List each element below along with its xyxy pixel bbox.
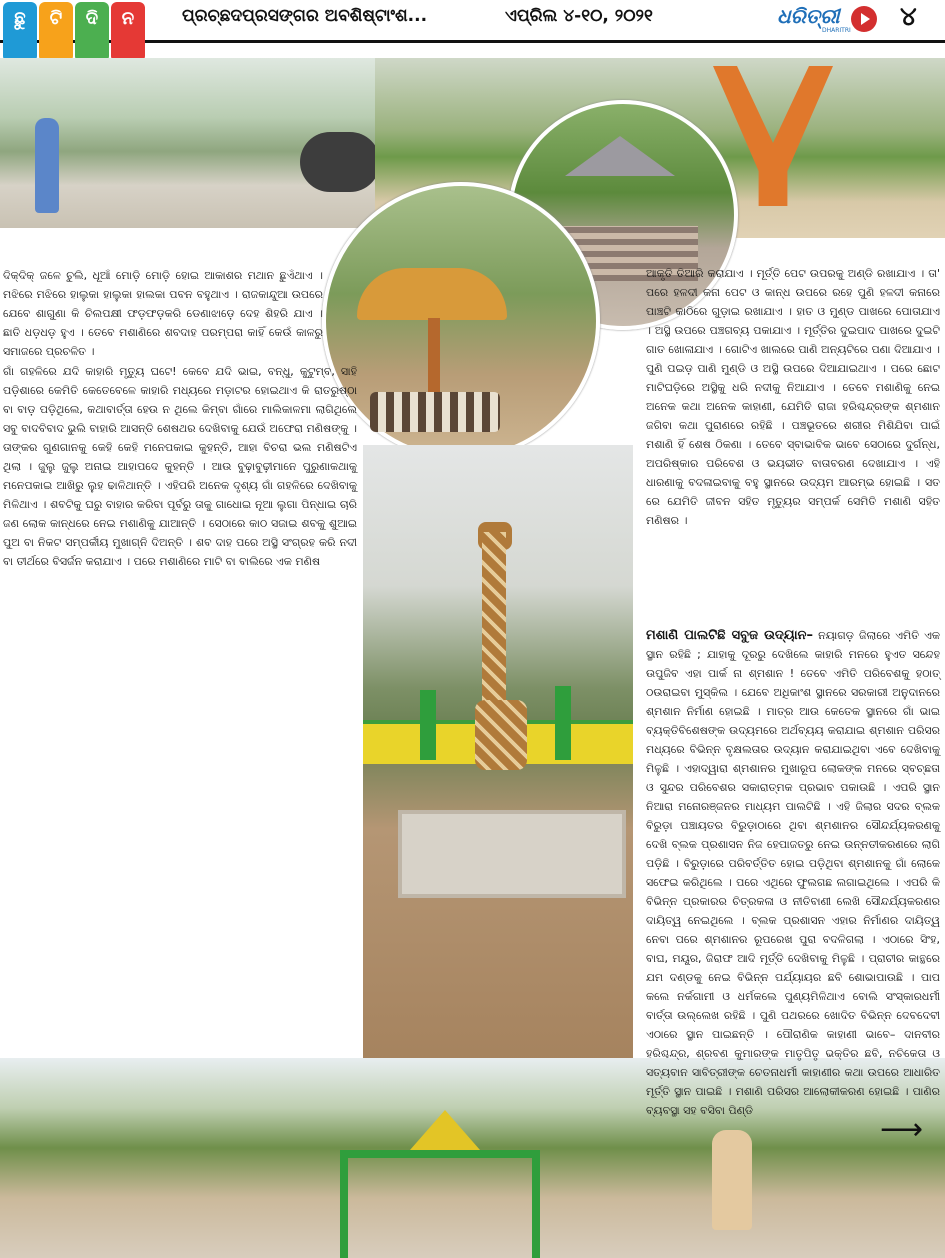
section-title: ପ୍ରଚ୍ଛଦପ୍ରସଙ୍ଗର ଅବଶିଷ୍ଟାଂଶ... [182, 6, 428, 26]
page-header [0, 0, 945, 43]
giraffe-body [475, 700, 527, 770]
section-brand [3, 2, 145, 62]
brand-letter: ଛୁ [3, 2, 37, 62]
play-icon [851, 6, 877, 32]
article-body-col2: ଆକୃତି ତିଆରି କରାଯାଏ । ମୂର୍ତ୍ତି ପେଟ ଉପରକୁ ଅଣ୍ଡି ରଖାଯାଏ । ତା' ପରେ ହଳଦୀ କନା ପେଟ ଓ କାନ୍ଧ ଉପରେ ରହେ ପୁଣି ହଳଦୀ କନାରେ ପାଞ୍ଚଟି କାଠିରେ ଗୁଡ଼ାଇ ରଖାଯାଏ । ହାତ ଓ ମୁଣ୍ଡ ପାଖରେ ପୋତାଯାଏ । ଅସ୍ଥି ଉପରେ ପଞ୍ଚଗବ୍ୟ ପକାଯାଏ । ମୂର୍ତ୍ତିର ଦୁଇପାଦ ପାଖରେ ଦୁଇଟି ଗାତ ଖୋଳାଯାଏ । ଗୋଟିଏ ଖାଲରେ ପାଣି ଅନ୍ୟଟିରେ ପଣା ଦିଆଯାଏ । ପୁଣି ପଇଡ଼ ପାଣି ମୁଣ୍ଡି ଓ ଅସ୍ଥି ଉପରେ ଦିଆଯାଇଥାଏ । ପରେ ଛୋଟ ମାଟିଘଡ଼ିରେ ଅସ୍ଥିକୁ ଧରି ନଦୀକୁ ନିଆଯାଏ । ତେବେ ମଶାଣିକୁ ନେଇ ଅନେକ କଥା ଅନେକ କାହାଣୀ, ଯେମିତି ରାଜା ହରିଶ୍ଚନ୍ଦ୍ରଙ୍କ ଶ୍ମଶାନ ଜଗିବା କଥା ପୁରାଣରେ ରହିଛି । ପଞ୍ଚଭୂତରେ ଶରୀର ମିଶିଯିବା ପାଇଁ ମଶାଣି ହିଁ ଶେଷ ଠିକଣା । ତେବେ ସ୍ବାଭାବିକ ଭାବେ ସେଠାରେ ଦୁର୍ଗନ୍ଧ, ଅପରିଷ୍କାର ପରିବେଶ ଓ ଭୟଭୀତ ବାତାବରଣ ଦେଖାଯାଏ । ଏହି ଧାରଣାକୁ ବଦଳାଇବାକୁ ବହୁ ସ୍ଥାନରେ ଉଦ୍ୟମ ଆରମ୍ଭ ହୋଇଛି । ସତ ରେ ଯେମିତି ଜୀବନ ସହିତ ମୃତ୍ୟୁର ସମ୍ପର୍କ ସେମିତି ମଶାଣି ସହିତ ମଣିଷର । [646, 267, 940, 527]
newspaper-logo: ଧରିତ୍ରୀ [777, 4, 840, 28]
article-body-col1: ଗାଁ ଗହଳିରେ ଯଦି କାହାରି ମୃତ୍ୟୁ ଘଟେ! କେବେ ଯଦି ଭାଇ, ବନ୍ଧୁ, କୁଟୁମ୍ବ, ସାହି ପଡ଼ିଶାରେ କେମିତି କେତେବେଳେ କାହାରି ମଧ୍ୟରେ ମଡ଼ାଟର ହୋଇଥାଏ କି ରାତରୁଷ୍ଠା ବା ବାଡ଼ ପଡ଼ିଥିଲେ, କଥାବାର୍ତ୍ତା ହେଉ ନ ଥିଲେ କିମ୍ବା ଗାଁରେ ମାଲିକାଳମା ଲାଗିଥିଲେ ସବୁ ବାଦବିବାଦ ଭୁଲି ବାହାରି ଆସନ୍ତି ଶେଷଥର ଦେଖିବାକୁ ଯେଉଁ ଅଫେରା ମଣିଷଙ୍କୁ । ତାଙ୍କର ଗୁଣଗାନକୁ କେହି କେହି ମନେପକାଇ କୁହନ୍ତି, ଆହା ବିଚରା ଭଲ ମଣିଷଟିଏ ଥିଲା । ଜୁଲୁ ଜୁଲୁ ଅନାଇ ଆହାପଦେ କୁହନ୍ତି । ଆଉ ବୁଢ଼ାବୁଢ଼ୀମାନେ ପୁରୁଣାକଥାକୁ ମନେପକାଇ ଆଖିରୁ ଲୁହ ଢାଳିଥାନ୍ତି । ଏହିପରି ଅନେକ ଦୃଶ୍ୟ ଗାଁ ଗହଳିରେ ଦେଖିବାକୁ ମିଳିଥାଏ । ଶବଟିକୁ ଘରୁ ବାହାର କରିବା ପୂର୍ବରୁ ତାକୁ ଗାଧୋଇ ନୂଆ ଲୁଗା ପିନ୍ଧାଇ ଚାରି ଜଣ ଲୋକ କାନ୍ଧରେ ନେଇ ମଶାଣିକୁ ଯାଆନ୍ତି । ସେଠାରେ କାଠ ସଜାଇ ଶବକୁ ଶୁଆଇ ପୁଅ ବା ନିକଟ ସମ୍ପର୍କୀୟ ମୁଖାଗ୍ନି ଦିଅନ୍ତି । ଶବ ଦାହ ପରେ ଅସ୍ଥି ସଂଗ୍ରହ କରି ନଦୀ ବା ତୀର୍ଥରେ ବିସର୍ଜନ କରାଯାଏ । ପରେ ମଶାଣିରେ ମାଟି ବା ବାଲିରେ ଏକ ମଣିଷ [3, 365, 357, 568]
umbrella-pole [428, 318, 440, 398]
page-number: ୪ [900, 2, 917, 32]
issue-date: ଏପ୍ରିଲ ୪-୧୦, ୨୦୨୧ [505, 6, 653, 26]
brand-letter: ଟି [39, 2, 73, 62]
gazebo-frame [340, 1150, 540, 1258]
brand-letter: ନ [111, 2, 145, 62]
subsection-heading: ମଶାଣି ପାଲଟିଛି ସବୁଜ ଉଦ୍ୟାନ– [646, 628, 814, 643]
statue-bull [300, 132, 380, 192]
statue-figure [712, 1130, 752, 1230]
statue-plinth [398, 810, 626, 898]
fence-post [420, 690, 436, 760]
newspaper-logo-sub: DHARITRI [822, 27, 851, 34]
umbrella-canopy [357, 268, 507, 320]
umbrella-base [370, 392, 500, 432]
article-intro: ଦିକ୍‌ଦିକ୍ ଜଳେ ଚୁଲି, ଧୂଆଁ ମୋଡ଼ି ମୋଡ଼ି ହୋଇ ଆକାଶର ମଥାନ ଛୁଏଁଥାଏ । ମଝିରେ ମଝିରେ ହାଲୁକା ହାଲୁକା ହାଲକା ପବନ ବହୁଥାଏ । ରାଜକାନ୍ଦୁଆ ଉପରେ ଯେବେ ଶାଗୁଣା କି ଚିଲପକ୍ଷୀ ଫଡ଼ଫଡ଼କରି ଡେଣାଝାଡ଼େ ଦେହ ଶିହରି ଯାଏ । ଛାତି ଧଡ଼ଧଡ଼ ହୁଏ । ତେବେ ମଶାଣିରେ ଶବଦାହ ପରମ୍ପରା କାହିଁ କେଉଁ କାଳରୁ ସମାଜରେ ପ୍ରଚଳିତ । [3, 269, 323, 358]
article-subsection [646, 626, 940, 1120]
giraffe-neck [482, 532, 506, 712]
subsection-body: ନୟାଗଡ଼ ଜିଲାରେ ଏମିତି ଏକ ସ୍ଥାନ ରହିଛି ; ଯାହାକୁ ଦୂରରୁ ଦେଖିଲେ କାହାରି ମନରେ ହୁଏତ ସନ୍ଦେହ ଉପୁଜିବ ଏହା ପାର୍କ ନା ଶ୍ମଶାନ ! ତେବେ ଏମିତି ପରିବେଶକୁ ହଠାତ୍ ଠଉରାଇବା ମୁସ୍କିଲ । ଯେବେ ଅଧିକାଂଶ ସ୍ଥାନରେ ସରକାରୀ ଅନୁଦାନରେ ଶ୍ମଶାନ ନିର୍ମାଣ ହୋଇଛି । ମାତ୍ର ଆଉ କେତେକ ସ୍ଥାନରେ ଗାଁ ଭାଇ ବ୍ୟକ୍ତିବିଶେଷଙ୍କ ଉଦ୍ୟମରେ ଅର୍ଥବ୍ୟୟ କରାଯାଇ ଶ୍ମଶାନ ପରିସର ମଧ୍ୟରେ ବିଭିନ୍ନ ବୃକ୍ଷଲତାର ଉଦ୍ୟାନ କରାଯାଇଥିବା ଏବେ ଦେଖିବାକୁ ମିଳୁଛି । ଏହାଦ୍ୱାରା ଶ୍ମଶାନର ମୁଖାରୂପ ଲୋକଙ୍କ ମନରେ ସ୍ବଚ୍ଛତା ଓ ସୁନ୍ଦର ପରିବେଶର ସକାରାତ୍ମକ ପ୍ରଭାବ ପକାଉଛି । ଏପରି ସ୍ଥାନ ନିଆରା ମନୋରଞ୍ଜନର ମାଧ୍ୟମ ପାଲଟିଛି । ଏହି ଜିଲାର ସଦର ବ୍ଲକ ବିରୁଡ଼ା ପଞ୍ଚାୟତର ବିରୁଡ଼ାଠାରେ ଥିବା ଶ୍ମଶାନର ସୌନ୍ଦର୍ଯ୍ୟକରଣକୁ ଦେଖି ବ୍ଲକ ପ୍ରଶାସନ ନିଜ ହେପାଜତରୁ ନେଇ ଉନ୍ନତୀକରଣରେ ଲାଗି ପଡ଼ିଛି । ବିରୁଡ଼ାରେ ପରିବର୍ତ୍ତିତ ହୋଇ ପଡ଼ିଥିବା ଶ୍ମଶାନକୁ ଗାଁ ଲୋକେ ସଫେଇ କରିଥିଲେ । ପରେ ଏଥିରେ ଫୁଲଗଛ ଲଗାଇଥିଲେ । ଏପରି କି ବିଭିନ୍ନ ପ୍ରକାରର ଚିତ୍ରକଳା ଓ ନୀତିବାଣୀ ଲେଖି ସୌନ୍ଦର୍ଯ୍ୟକରଣର ଦାୟିତ୍ୱ ନେଇଥିଲେ । ବ୍ଲକ ପ୍ରଶାସନ ଏହାର ନିର୍ମାଣର ଦାୟିତ୍ୱ ନେବା ପରେ ଶ୍ମଶାନର ରୂପରେଖ ପୁରା ବଦଳିଗଲା । ଏଠାରେ ସିଂହ, ବାଘ, ମୟୂର, ଜିରାଫ ଆଦି ମୂର୍ତ୍ତି ଦେଖିବାକୁ ମିଳୁଛି । ପ୍ରାଚୀର କାନ୍ଥରେ ଯମ ଦଣ୍ଡକୁ ନେଇ ବିଭିନ୍ନ ପର୍ଯ୍ୟାୟର ଛବି ଶୋଭାପାଉଛି । ପାପ କଲେ ନର୍କଗାମୀ ଓ ଧର୍ମକଲେ ପୁଣ୍ୟମିଳିଥାଏ ବୋଲି ସଂସ୍କାରଧର୍ମୀ ବାର୍ତ୍ତା ଉଲ୍ଲେଖ ରହିଛି । ପୁଣି ପଥରରେ ଖୋଦିତ ବିଭିନ୍ନ ଦେବଦେବୀ ଏଠାରେ ସ୍ଥାନ ପାଇଛନ୍ତି । ପୌରାଣିକ କାହାଣୀ ଭାବେ– ଦାନବୀର ହରିଶ୍ଚନ୍ଦ୍ର, ଶ୍ରବଣ କୁମାରଙ୍କ ମାତୃପିତୃ ଭକ୍ତିର ଛବି, ନଚିକେତା ଓ ସତ୍ୟବାନ ସାବିତ୍ରୀଙ୍କ ଚେତନାଧର୍ମୀ କାହାଣୀର କଥା ଉପରେ ଆଧାରିତ ମୂର୍ତ୍ତି ସ୍ଥାନ ପାଇଛି । ମଶାଣି ପରିସର ଆଲୋକୀକରଣ ହୋଇଛି । ପାଣିର ବ୍ୟବସ୍ଥା ସହ ବସିବା ପିଣ୍ଡି [646, 629, 940, 1117]
brand-letter: ଦି [75, 2, 109, 62]
statue-figure [35, 118, 59, 213]
fence-post [555, 686, 571, 760]
continue-arrow: ⟶ [880, 1112, 924, 1147]
